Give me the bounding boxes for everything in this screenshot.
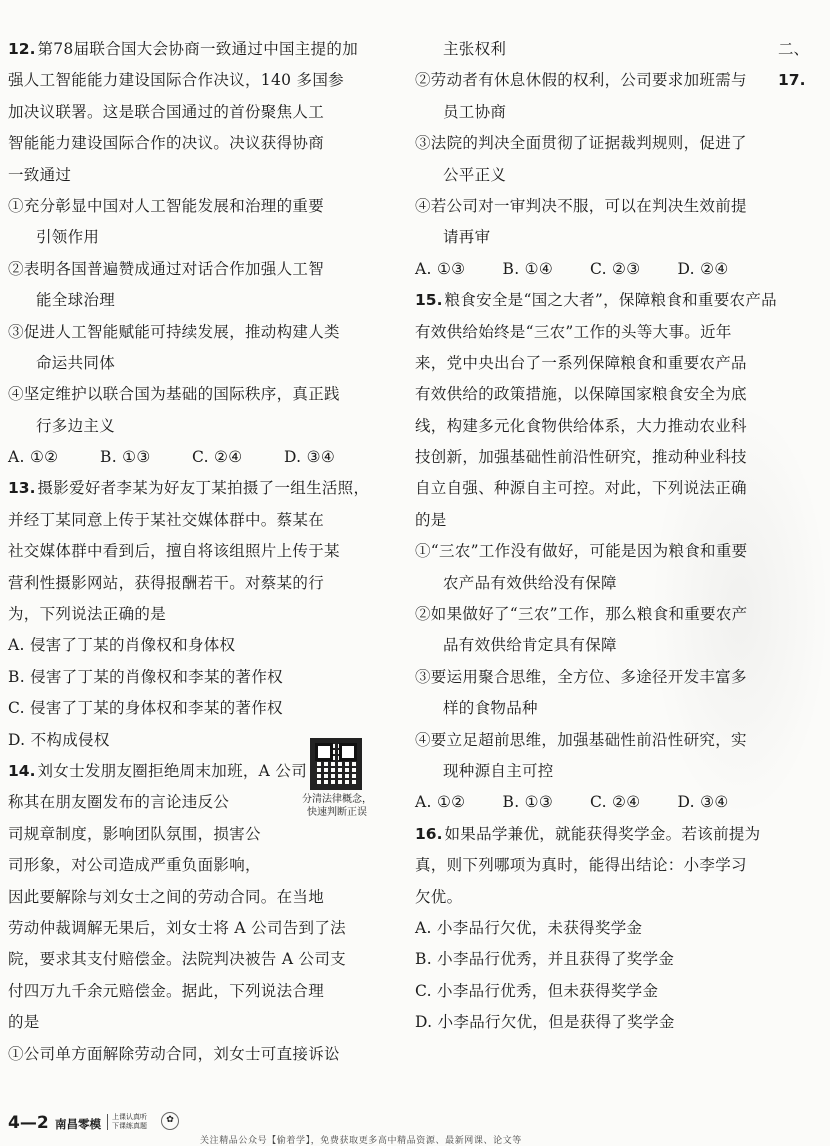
line-text: 自立自强、种源自主可控。对此，下列说法正确 <box>415 479 747 498</box>
next-page-edge <box>778 34 810 97</box>
text-line <box>8 693 380 724</box>
qr-note-line: 快速判断正误 <box>307 807 367 818</box>
question-line <box>415 819 765 850</box>
question-line <box>8 473 380 504</box>
line-text: 社交媒体群中看到后，擅自将该组照片上传于某 <box>8 542 340 561</box>
line-text: 请再审 <box>443 228 491 247</box>
text-line <box>8 379 380 410</box>
page-number: 4—2 <box>8 1113 49 1133</box>
text-line <box>8 348 380 379</box>
question-number: 14. <box>8 761 36 780</box>
text-line <box>415 473 765 504</box>
question-line <box>8 34 380 65</box>
line-text: C. 小李品行优秀，但未获得奖学金 <box>415 981 659 1000</box>
text-line <box>8 1007 380 1038</box>
line-text: 品有效供给肯定具有保障 <box>443 636 617 655</box>
answer-choice[interactable]: B. ①③ <box>100 448 151 467</box>
line-text: ④坚定维护以联合国为基础的国际秩序，真正践 <box>8 385 340 404</box>
line-text: D. 小李品行欠优，但是获得了奖学金 <box>415 1013 675 1032</box>
question-number: 16. <box>415 824 443 843</box>
line-text: D. 不构成侵权 <box>8 730 110 749</box>
text-line <box>8 976 380 1007</box>
text-line <box>415 65 765 96</box>
line-text: 为，下列说法正确的是 <box>8 605 167 624</box>
text-line <box>8 850 296 881</box>
text-line <box>8 630 380 661</box>
text-line <box>8 317 380 348</box>
line-text: 能全球治理 <box>36 291 116 310</box>
line-text: 真，则下列哪项为真时，能得出结论：小李学习 <box>415 856 747 875</box>
text-line <box>415 882 765 913</box>
text-line <box>415 693 765 724</box>
text-line <box>8 254 380 285</box>
line-text: 如果品学兼优，就能获得奖学金。若该前提为 <box>444 824 761 843</box>
answer-choice[interactable]: B. ①④ <box>502 259 554 278</box>
line-text: ①“三农”工作没有做好，可能是因为粮食和重要 <box>415 542 748 561</box>
text-line <box>415 442 765 473</box>
text-line <box>8 65 380 96</box>
text-line <box>8 411 380 442</box>
answer-choice[interactable]: B. ①③ <box>502 793 554 812</box>
line-text: 的是 <box>8 1013 40 1032</box>
text-line <box>415 725 765 756</box>
question-number: 13. <box>8 479 36 498</box>
text-line <box>415 536 765 567</box>
line-text: ①充分彰显中国对人工智能发展和治理的重要 <box>8 196 325 215</box>
answer-choices-row <box>8 442 380 473</box>
text-line <box>8 599 380 630</box>
line-text: 院，要求其支付赔偿金。法院判决被告 A 公司支 <box>8 950 346 969</box>
line-text: 样的食物品种 <box>443 699 538 718</box>
text-line <box>415 913 765 944</box>
line-text: 行多边主义 <box>36 416 116 435</box>
text-line <box>415 505 765 536</box>
line-text: C. 侵害了丁某的身体权和李某的著作权 <box>8 699 283 718</box>
line-text: 有效供给始终是“三农”工作的头等大事。近年 <box>415 322 732 341</box>
question-number: 15. <box>415 291 443 310</box>
answer-choice[interactable]: D. ②④ <box>677 259 729 278</box>
line-text: 引领作用 <box>36 228 100 247</box>
line-text: 有效供给的政策措施，以保障国家粮食安全为底 <box>415 385 747 404</box>
line-text: 付四万九千余元赔偿金。据此，下列说法合理 <box>8 981 325 1000</box>
line-text: 员工协商 <box>443 102 507 121</box>
text-line <box>415 97 765 128</box>
section-heading-fragment: 二、 <box>778 40 810 58</box>
answer-choices-row <box>415 787 765 818</box>
line-text: 现种源自主可控 <box>443 761 554 780</box>
answer-choice[interactable]: D. ③④ <box>284 448 336 467</box>
page-footer <box>0 1110 800 1144</box>
qr-code-icon[interactable] <box>310 738 362 790</box>
text-line <box>415 379 765 410</box>
line-text: 因此要解除与刘女士之间的劳动合同。在当地 <box>8 887 325 906</box>
line-text: ③促进人工智能赋能可持续发展，推动构建人类 <box>8 322 340 341</box>
line-text: 摄影爱好者李某为好友丁某拍摄了一组生活照， <box>37 479 370 498</box>
line-text: 技创新，加强基础性前沿性研究，推动种业科技 <box>415 448 747 467</box>
line-text: 粮食安全是“国之大者”，保障粮食和重要农产品 <box>444 291 777 310</box>
line-text: 营利性摄影网站，获得报酬若干。对蔡某的行 <box>8 573 325 592</box>
answer-choice[interactable]: A. ①③ <box>415 259 466 278</box>
text-line <box>8 222 380 253</box>
answer-choice[interactable]: C. ②③ <box>590 259 641 278</box>
line-text: 称其在朋友圈发布的言论违反公 <box>8 793 230 812</box>
question-number: 12. <box>8 40 36 58</box>
question-line <box>415 285 777 316</box>
line-text: B. 小李品行优秀，并且获得了奖学金 <box>415 950 675 969</box>
line-text: 农产品有效供给没有保障 <box>443 573 617 592</box>
text-line <box>415 191 765 222</box>
text-line <box>415 599 765 630</box>
text-line <box>415 1007 765 1038</box>
text-line <box>8 568 380 599</box>
line-text: B. 侵害了丁某的肖像权和李某的著作权 <box>8 667 283 686</box>
text-line <box>415 944 765 975</box>
line-text: 的是 <box>415 510 447 529</box>
line-text: ③要运用聚合思维，全方位、多途径开发丰富多 <box>415 667 747 686</box>
line-text: ④要立足超前思维，加强基础性前沿性研究，实 <box>415 730 747 749</box>
line-text: 主张权利 <box>443 40 507 58</box>
line-text: ③法院的判决全面贯彻了证据裁判规则，促进了 <box>415 134 747 153</box>
line-text: 公平正义 <box>443 165 507 184</box>
line-text: A. 侵害了丁某的肖像权和身体权 <box>8 636 236 655</box>
answer-choice[interactable]: D. ③④ <box>677 793 729 812</box>
line-text: ②如果做好了“三农”工作，那么粮食和重要农产 <box>415 605 748 624</box>
text-line <box>415 411 765 442</box>
text-line <box>415 850 765 881</box>
answer-choice[interactable]: C. ②④ <box>192 448 243 467</box>
line-text: 强人工智能能力建设国际合作决议，140 多国参 <box>8 71 344 90</box>
footer-notice: 关注精品公众号【偷着学】，免费获取更多高中精品资源、最新网课、论文等 <box>200 1136 522 1146</box>
line-text: 司规章制度，影响团队氛围，损害公 <box>8 824 261 843</box>
text-line <box>415 630 765 661</box>
footer-divider <box>107 1114 108 1130</box>
right-column <box>415 34 777 1039</box>
text-line <box>8 944 380 975</box>
text-line <box>415 128 765 159</box>
line-text: ②劳动者有休息休假的权利，公司要求加班需与 <box>415 71 747 90</box>
text-line <box>415 662 765 693</box>
line-text: 刘女士发朋友圈拒绝周末加班，A 公司 <box>37 761 307 780</box>
qr-note <box>298 793 376 819</box>
text-line <box>8 1039 380 1070</box>
line-text: 一致通过 <box>8 165 72 184</box>
text-line <box>415 976 765 1007</box>
text-line <box>415 568 765 599</box>
line-text: 欠优。 <box>415 887 463 906</box>
line-text: 司形象，对公司造成严重负面影响， <box>8 856 261 875</box>
text-line <box>8 662 380 693</box>
line-text: ④若公司对一审判决不服，可以在判决生效前提 <box>415 196 747 215</box>
answer-choice[interactable]: C. ②④ <box>590 793 641 812</box>
text-line <box>415 756 765 787</box>
text-line <box>8 191 380 222</box>
qr-code-block[interactable] <box>298 738 376 819</box>
left-column <box>8 34 380 1070</box>
text-line <box>8 913 380 944</box>
text-line <box>8 285 380 316</box>
text-line <box>415 34 765 65</box>
brand-logo-icon: ✿ <box>161 1112 179 1130</box>
text-line <box>415 160 765 191</box>
answer-choice[interactable]: A. ①② <box>8 448 59 467</box>
text-line <box>8 505 380 536</box>
brand-slogan <box>112 1113 147 1131</box>
line-text: A. 小李品行欠优，未获得奖学金 <box>415 918 643 937</box>
text-line <box>415 317 765 348</box>
question-number-fragment: 17. <box>778 71 806 90</box>
answer-choice[interactable]: A. ①② <box>415 793 466 812</box>
text-line <box>8 787 296 818</box>
text-line <box>415 222 765 253</box>
text-line <box>415 348 765 379</box>
line-text: ①公司单方面解除劳动合同，刘女士可直接诉讼 <box>8 1044 340 1063</box>
slogan-line: 下课练真题 <box>112 1122 147 1130</box>
line-text: 来，党中央出台了一系列保障粮食和重要农产品 <box>415 353 747 372</box>
brand-name: 南昌零模 <box>55 1117 101 1131</box>
line-text: ②表明各国普遍赞成通过对话合作加强人工智 <box>8 259 325 278</box>
slogan-line: 上课认真听 <box>112 1113 147 1121</box>
line-text: 并经丁某同意上传于某社交媒体群中。蔡某在 <box>8 510 325 529</box>
line-text: 加决议联署。这是联合国通过的首份聚焦人工 <box>8 102 325 121</box>
qr-note-line: 分清法律概念， <box>302 794 372 805</box>
line-text: 第78届联合国大会协商一致通过中国主提的加 <box>37 40 358 58</box>
line-text: 劳动仲裁调解无果后，刘女士将 A 公司告到了法 <box>8 918 346 937</box>
text-line <box>8 536 380 567</box>
text-line <box>8 160 380 191</box>
text-line <box>8 128 380 159</box>
text-line <box>8 819 296 850</box>
answer-choices-row <box>415 254 765 285</box>
line-text: 线，构建多元化食物供给体系，大力推动农业科 <box>415 416 747 435</box>
line-text: 智能能力建设国际合作的决议。决议获得协商 <box>8 134 325 153</box>
text-line <box>8 882 380 913</box>
text-line <box>8 97 380 128</box>
line-text: 命运共同体 <box>36 353 116 372</box>
question-line <box>8 756 307 787</box>
